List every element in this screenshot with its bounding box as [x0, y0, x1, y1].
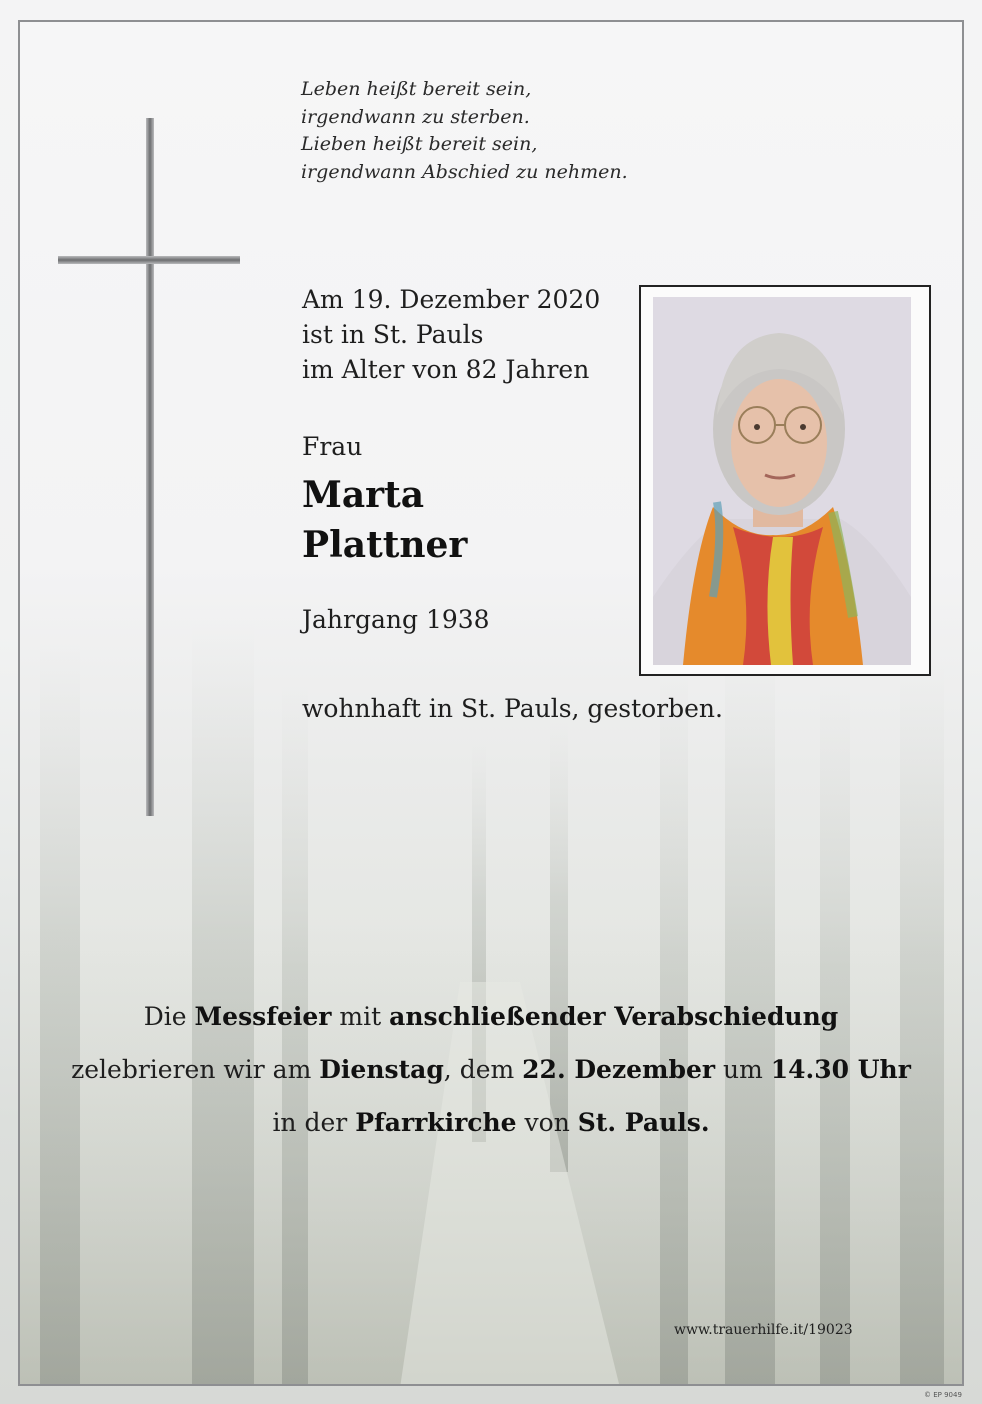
intro-line: im Alter von 82 Jahren: [302, 355, 590, 384]
deceased-name: [302, 470, 467, 570]
text: in der: [272, 1108, 356, 1137]
highlight: anschließender Verabschiedung: [389, 1002, 839, 1031]
poem-line: Leben heißt bereit sein,: [301, 78, 532, 100]
latin-cross-icon: [146, 118, 154, 816]
highlight: 22. Dezember: [522, 1055, 716, 1084]
portrait-illustration: [653, 297, 911, 665]
residence-line: wohnhaft in St. Pauls, gestorben.: [302, 694, 723, 723]
death-notice-intro: [302, 282, 600, 387]
first-name: Marta: [302, 474, 425, 516]
text: mit: [331, 1002, 390, 1031]
website-link[interactable]: www.trauerhilfe.it/19023: [674, 1322, 853, 1338]
text: zelebrieren wir am: [71, 1055, 320, 1084]
last-name: Plattner: [302, 524, 468, 566]
ceremony-line-3: [0, 1096, 982, 1149]
highlight: St. Pauls.: [577, 1108, 710, 1137]
intro-line: ist in St. Pauls: [302, 320, 484, 349]
text: Die: [143, 1002, 195, 1031]
text: von: [516, 1108, 578, 1137]
cross-bar: [58, 256, 240, 264]
highlight: Dienstag: [319, 1055, 444, 1084]
text: , dem: [443, 1055, 523, 1084]
highlight: Pfarrkirche: [355, 1108, 517, 1137]
portrait-photo: [653, 297, 911, 665]
ceremony-line-2: [0, 1043, 982, 1096]
highlight: Messfeier: [194, 1002, 332, 1031]
poem-line: Lieben heißt bereit sein,: [301, 133, 538, 155]
intro-line: Am 19. Dezember 2020: [302, 285, 601, 314]
ceremony-announcement: [0, 990, 982, 1149]
poem: [301, 76, 628, 186]
highlight: 14.30 Uhr: [770, 1055, 911, 1084]
ceremony-line-1: [0, 990, 982, 1043]
portrait-frame: [639, 285, 931, 676]
text: um: [715, 1055, 771, 1084]
print-code: © EP 9049: [924, 1391, 962, 1399]
salutation: Frau: [302, 432, 363, 461]
poem-line: irgendwann Abschied zu nehmen.: [301, 160, 628, 183]
birth-year: Jahrgang 1938: [302, 605, 490, 634]
poem-line: irgendwann zu sterben.: [301, 105, 530, 128]
